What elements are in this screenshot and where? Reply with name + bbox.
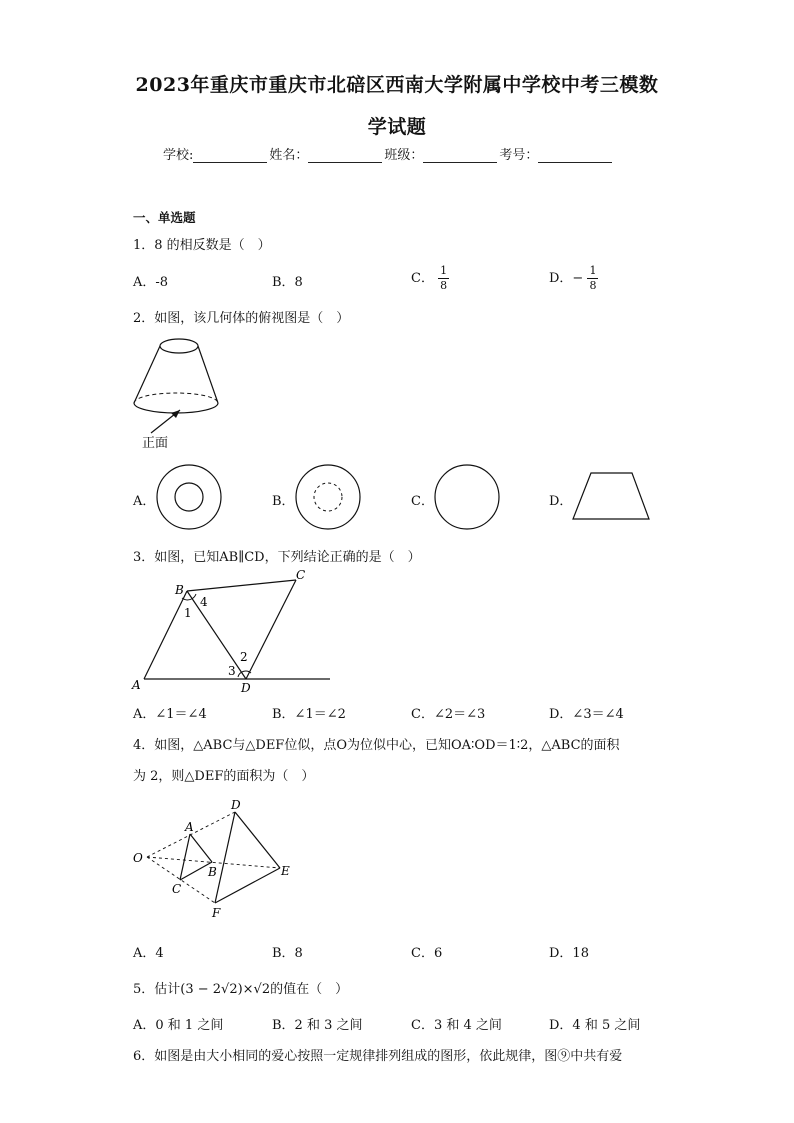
q5-option-c[interactable]: C．3 和 4 之间 xyxy=(411,1018,502,1033)
point-e-label: E xyxy=(281,864,290,878)
q1-option-d-label: D．− xyxy=(549,271,584,286)
point-b-label: B xyxy=(208,865,217,879)
q2-option-b-label[interactable]: B． xyxy=(272,494,295,509)
fraction-numerator: 1 xyxy=(440,264,448,277)
exam-title-line1: 2023年重庆市重庆市北碚区西南大学附属中学校中考三模数 xyxy=(135,74,659,96)
school-label: 学校: xyxy=(163,148,194,163)
q4-option-b[interactable]: B．8 xyxy=(272,946,303,961)
class-blank[interactable] xyxy=(423,148,497,163)
angle-2-label: 2 xyxy=(240,650,248,664)
angle-1-label: 1 xyxy=(184,606,192,620)
student-info-row xyxy=(163,144,614,163)
point-o-label: O xyxy=(133,851,143,865)
q1-option-d[interactable] xyxy=(549,264,598,293)
q2-option-b-figure[interactable] xyxy=(295,464,361,530)
fraction-denominator: 8 xyxy=(440,279,448,292)
q5-option-d[interactable]: D．4 和 5 之间 xyxy=(549,1018,641,1033)
q4-option-d[interactable]: D．18 xyxy=(549,946,589,961)
point-b-label: B xyxy=(175,583,184,597)
q1-option-c-label: C． xyxy=(411,271,434,286)
q5-stem: 5．估计(3 − 2√2)×√2的值在（ ） xyxy=(133,982,349,997)
q2-option-c-figure[interactable] xyxy=(434,464,500,530)
q4-homothety-figure xyxy=(130,796,300,926)
angle-4-label: 4 xyxy=(200,595,208,609)
q2-option-a-figure[interactable] xyxy=(156,464,222,530)
q2-stem: 2．如图，该几何体的俯视图是（ ） xyxy=(133,311,350,326)
point-f-label: F xyxy=(212,906,221,920)
q4-option-c[interactable]: C．6 xyxy=(411,946,443,961)
q3-option-d[interactable]: D．∠3＝∠4 xyxy=(549,707,624,722)
q3-stem: 3．如图，已知AB∥CD，下列结论正确的是（ ） xyxy=(133,550,421,565)
q2-option-d-label[interactable]: D． xyxy=(549,494,573,509)
exam-title-line2: 学试题 xyxy=(367,116,427,138)
q1-option-a[interactable]: A．-8 xyxy=(133,275,169,290)
q1-option-b[interactable]: B．8 xyxy=(272,275,303,290)
section-title: 一、单选题 xyxy=(133,210,196,225)
point-a-label: A xyxy=(132,678,141,692)
fraction-denominator: 8 xyxy=(589,279,597,292)
q3-parallel-figure xyxy=(130,565,340,695)
q2-front-label: 正面 xyxy=(142,436,169,451)
point-a-label: A xyxy=(185,820,194,834)
q1-option-c[interactable] xyxy=(411,264,449,293)
point-c-label: C xyxy=(172,882,182,896)
q1-option-d-fraction xyxy=(587,264,598,293)
exam-number-blank[interactable] xyxy=(538,148,612,163)
q5-option-a[interactable]: A．0 和 1 之间 xyxy=(133,1018,224,1033)
class-label: 班级： xyxy=(384,148,424,163)
q4-stem-line2: 为 2，则△DEF的面积为（ ） xyxy=(133,769,315,784)
q4-stem-line1: 4．如图，△ABC与△DEF位似，点O为位似中心，已知OA∶OD＝1∶2，△ABC的面积 xyxy=(133,738,620,753)
q4-option-a[interactable]: A．4 xyxy=(133,946,164,961)
point-c-label: C xyxy=(296,568,306,582)
q3-option-b[interactable]: B．∠1＝∠2 xyxy=(272,707,346,722)
q5-option-b[interactable]: B．2 和 3 之间 xyxy=(272,1018,363,1033)
exam-number-label: 考号： xyxy=(499,148,539,163)
q3-option-a[interactable]: A．∠1＝∠4 xyxy=(133,707,207,722)
fraction-numerator: 1 xyxy=(589,264,597,277)
q2-option-c-label[interactable]: C． xyxy=(411,494,434,509)
q1-option-c-fraction xyxy=(438,264,449,293)
q2-option-a-label[interactable]: A． xyxy=(133,494,156,509)
school-blank[interactable] xyxy=(193,148,267,163)
q3-option-c[interactable]: C．∠2＝∠3 xyxy=(411,707,486,722)
angle-3-label: 3 xyxy=(228,664,236,678)
name-blank[interactable] xyxy=(308,148,382,163)
q2-option-d-figure[interactable] xyxy=(572,472,652,522)
name-label: 姓名： xyxy=(269,148,309,163)
point-d-label: D xyxy=(241,681,251,695)
q1-stem: 1．8 的相反数是（ ） xyxy=(133,238,271,253)
q6-stem: 6．如图是由大小相同的爱心按照一定规律排列组成的图形，依此规律，图⑨中共有爱 xyxy=(133,1049,623,1064)
point-d-label: D xyxy=(231,798,241,812)
